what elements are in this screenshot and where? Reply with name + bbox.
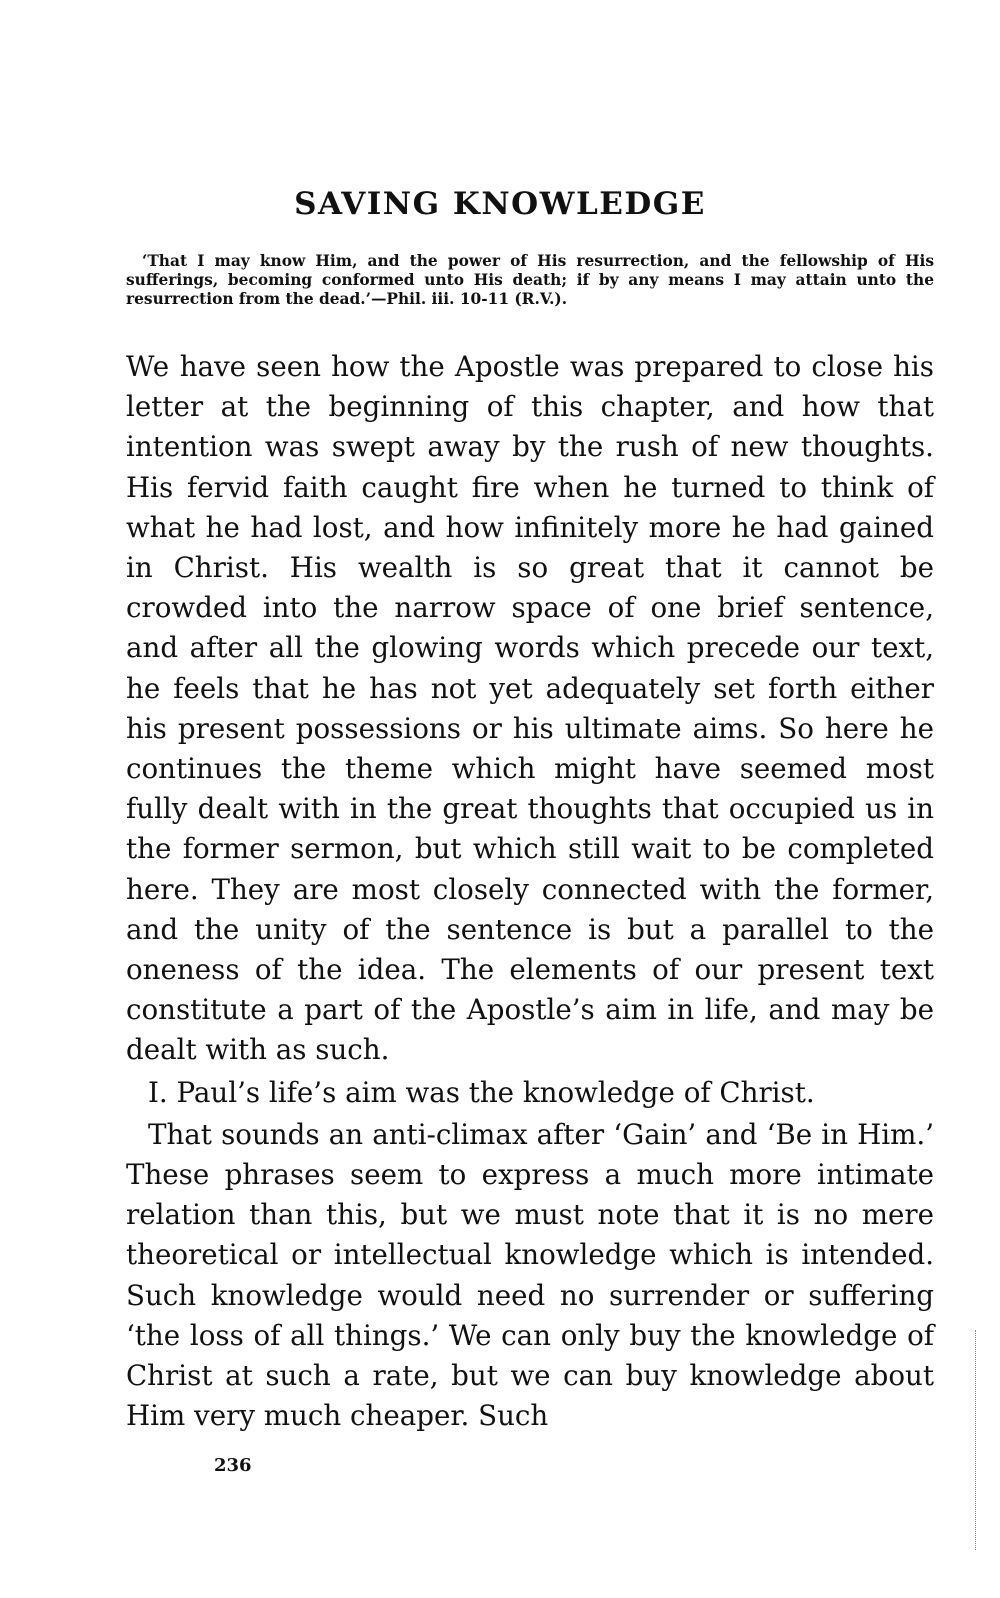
section-heading-i: I. Paul’s life’s aim was the knowledge of Christ. <box>148 1075 815 1109</box>
paragraph-3: That sounds an anti-climax after ‘Gain’ and ‘Be in Him.’ These phrases seem to express a much more intimate relation than this, but we must note that it is no mere theoretical or intellectual knowledge which is intended. Such knowledge would need no surrender or suffering ‘the loss of all things.’ We can only buy the knowledge of Christ at such a rate, but we can buy knowledge about Him very much cheaper. Such <box>126 1117 934 1433</box>
epigraph-quote: ‘That I may know Him, and the power of His resurrection, and the fellowship of His sufferings, becoming conformed unto His death; if by any means I may attain unto the resurrection from the dead.’—Phil. iii. 10-11 (R.V.). <box>126 252 934 308</box>
chapter-title: SAVING KNOWLEDGE <box>294 186 706 222</box>
paragraph-lead-word: We <box>126 350 170 383</box>
paragraph-1-text: have seen how the Apostle was prepared to close his letter at the beginning of this chapter, and how that intention was swept away by the rush of new thoughts. His fervid faith caught fire when he turned to think of what he had lost, and how infinitely more he had gained in Christ. His wealth is so great that it cannot be crowded into the narrow space of one brief sentence, and after all the glowing words which precede our text, he feels that he has not yet adequately set forth either his present possessions or his ultimate aims. So here he continues the theme which might have seemed most fully dealt with in the great thoughts that occupied us in the former sermon, but which still wait to be completed here. They are most closely connected with the former, and the unity of the sentence is but a parallel to the oneness of the idea. The elements of our present text constitute a part of the Apostle’s aim in life, and may be dealt with as such. <box>126 350 934 1067</box>
paragraph-1 <box>126 347 934 1071</box>
body-text <box>126 347 934 1436</box>
margin-rule <box>975 1330 976 1550</box>
page-number: 236 <box>214 1455 252 1476</box>
